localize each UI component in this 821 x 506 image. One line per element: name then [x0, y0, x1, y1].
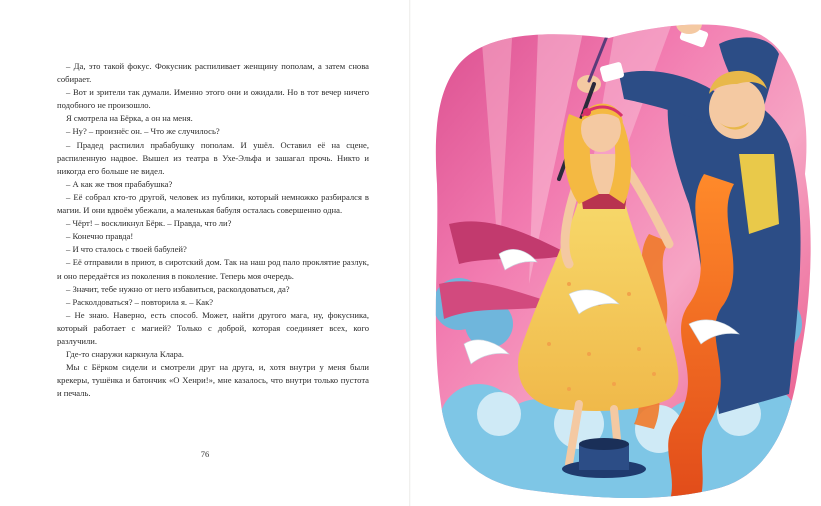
paragraph: – А как же твоя прабабушка?	[66, 178, 173, 189]
paragraph: – Значит, тебе нужно от него избавиться, расколдоваться, да?	[66, 283, 290, 294]
paragraph: – Конечно правда!	[66, 231, 134, 242]
paragraph: – Прадед распилил прабабушку пополам. И ушёл. Оставил её на сцене, распиленную надвое. Вышел из театра в Ухе-Эльфа и зашагал прочь. Никто и никогда его больше не видел.	[57, 139, 369, 176]
paragraph: – Да, это такой фокус. Фокусник распиливает женщину пополам, а затем снова собирает.	[57, 61, 369, 85]
paragraph: Где-то снаружи каркнула Клара.	[66, 349, 184, 360]
paragraph: – Её отправили в приют, в сиротский дом. Так на наш род пало проклятие разлук, и оно передаётся из поколения в поколение. Теперь моя очередь.	[57, 257, 369, 281]
story-text	[57, 60, 369, 400]
paragraph: – И что сталось с твоей бабулей?	[66, 244, 187, 255]
left-page	[0, 0, 410, 506]
right-page	[411, 0, 821, 506]
paragraph: – Расколдоваться? – повторила я. – Как?	[66, 296, 214, 307]
paragraph: Я смотрела на Бёрка, а он на меня.	[66, 113, 193, 124]
paragraph: – Её собрал кто-то другой, человек из публики, который немножко разбирался в магии. И они вдвоём убежали, а маленькая бабуля осталась совершенно одна.	[57, 191, 369, 216]
page-number: 76	[200, 449, 210, 459]
paragraph: – Не знаю. Наверно, есть способ. Может, найти другого мага, ну, фокусника, который работает с магией? Только с доброй, которая соединяет всех, кого разлучили.	[57, 309, 369, 346]
paragraph: – Ну? – произнёс он. – Что же случилось?	[66, 126, 220, 137]
magician-illustration	[419, 4, 819, 504]
paragraph: – Вот и зрители так думали. Именно этого они и ожидали. Но в тот вечер ничего подобного не произошло.	[57, 87, 369, 111]
paragraph: Мы с Бёрком сидели и смотрели друг на друга, и, хотя внутри у меня были крекеры, тушёнка и батончик «О Хенри!», мне казалось, что внутри только пустота и печаль.	[57, 362, 369, 399]
paragraph: – Чёрт! – воскликнул Бёрк. – Правда, что ли?	[66, 218, 232, 229]
